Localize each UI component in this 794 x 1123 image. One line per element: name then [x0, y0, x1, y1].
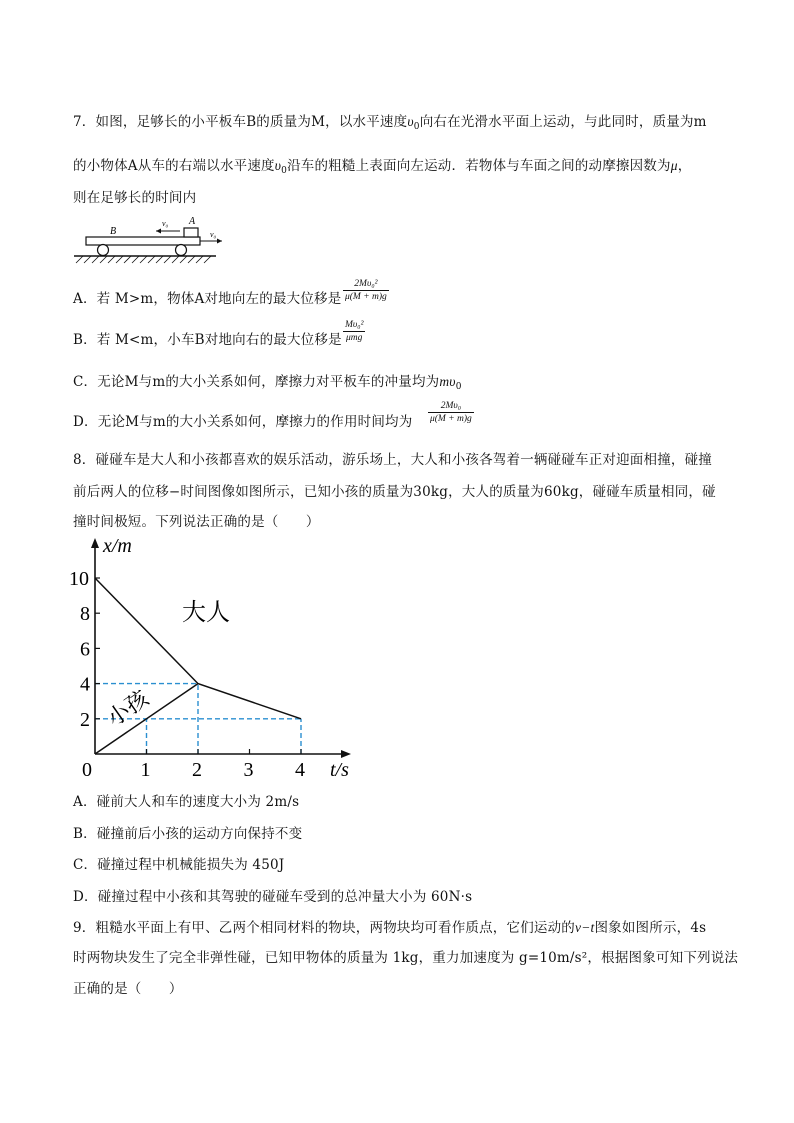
y-tick-label-6: 6 [80, 638, 90, 661]
label-v0-right: v₀ [210, 230, 217, 239]
q7-option-c: C．无论M与m的大小关系如何，摩擦力对平板车的冲量均为$m\upsilon_0$ [73, 374, 462, 392]
q7-option-b-fraction: Mυ₀² μmg [345, 320, 364, 343]
q7-option-d-fraction: 2Mυ₀ μ(M + m)g [430, 401, 472, 424]
x-axis-arrow [341, 750, 351, 758]
series-label-child: 小孩 [102, 685, 153, 732]
x-tick-label-2: 2 [192, 759, 202, 780]
y-tick-label-2: 2 [80, 708, 90, 731]
q7-option-a-fraction: 2Mυ₀² μ(M + m)g [345, 279, 387, 302]
x-axis-label: t/s [330, 759, 349, 780]
q7-cart-figure [70, 210, 240, 270]
q8-line3: 撞时间极短。下列说法正确的是（ ） [73, 514, 320, 530]
x-tick-label-4: 4 [295, 759, 305, 780]
y-tick-label-4: 4 [80, 673, 90, 696]
label-a: A [189, 216, 196, 227]
q7-option-d: D．无论M与m的大小关系如何，摩擦力的作用时间均为 [73, 414, 413, 430]
q8-line1: 8．碰碰车是大人和小孩都喜欢的娱乐活动，游乐场上，大人和小孩各驾着一辆碰碰车正对迎面相撞，碰撞 [73, 452, 712, 468]
q7-line2: 的小物体A从车的右端以水平速度$\upsilon_0$沿车的粗糙上表面向左运动．若物体与车面之间的动摩擦因数为μ， [73, 158, 692, 176]
q8-option-b: B．碰撞前后小孩的运动方向保持不变 [73, 826, 303, 842]
block-a [184, 228, 198, 237]
q9-line1: 9．粗糙水平面上有甲、乙两个相同材料的物块，两物块均可看作质点，它们运动的v−t图象如图所示，4s [73, 920, 707, 936]
series-label-adult: 大人 [182, 600, 230, 626]
q7-option-a: A．若 M>m，物体A对地向左的最大位移是 [73, 291, 342, 307]
q8-line2: 前后两人的位移−时间图像如图所示，已知小孩的质量为30kg，大人的质量为60kg，碰碰车质量相同，碰 [73, 484, 716, 500]
label-v0-left: v₀ [162, 219, 169, 228]
x-tick-label-3: 3 [243, 759, 254, 780]
x-tick-label-1: 1 [140, 759, 151, 780]
q9-line2: 时两物块发生了完全非弹性碰，已知甲物体的质量为 1kg，重力加速度为 g=10m/s²，根据图象可知下列说法 [73, 950, 739, 966]
cart-body [86, 237, 200, 245]
cart-wheel-left [98, 245, 109, 256]
q7-line1: 7．如图，足够长的小平板车B的质量为M，以水平速度$\upsilon_0$向右在光滑水平面上运动，与此同时，质量为m [73, 114, 707, 132]
q8-option-d: D．碰撞过程中小孩和其驾驶的碰碰车受到的总冲量大小为 60N·s [73, 889, 473, 905]
q8-option-a: A．碰前大人和车的速度大小为 2m/s [73, 794, 300, 810]
q8-option-c: C．碰撞过程中机械能损失为 450J [73, 857, 285, 873]
q8-displacement-time-chart [60, 530, 370, 780]
label-b: B [110, 226, 117, 237]
q7-option-b: B．若 M<m，小车B对地向右的最大位移是 [73, 332, 342, 348]
ground-hatch [76, 256, 211, 263]
y-tick-label-10: 10 [69, 568, 89, 590]
x-tick-label-0: 0 [82, 759, 92, 780]
q9-line3: 正确的是（ ） [73, 981, 183, 997]
y-axis-arrow [91, 538, 99, 548]
cart-wheel-right [176, 245, 187, 256]
y-axis-label: x/m [103, 535, 132, 557]
q7-line3: 则在足够长的时间内 [73, 190, 197, 206]
y-tick-label-8: 8 [80, 603, 90, 626]
